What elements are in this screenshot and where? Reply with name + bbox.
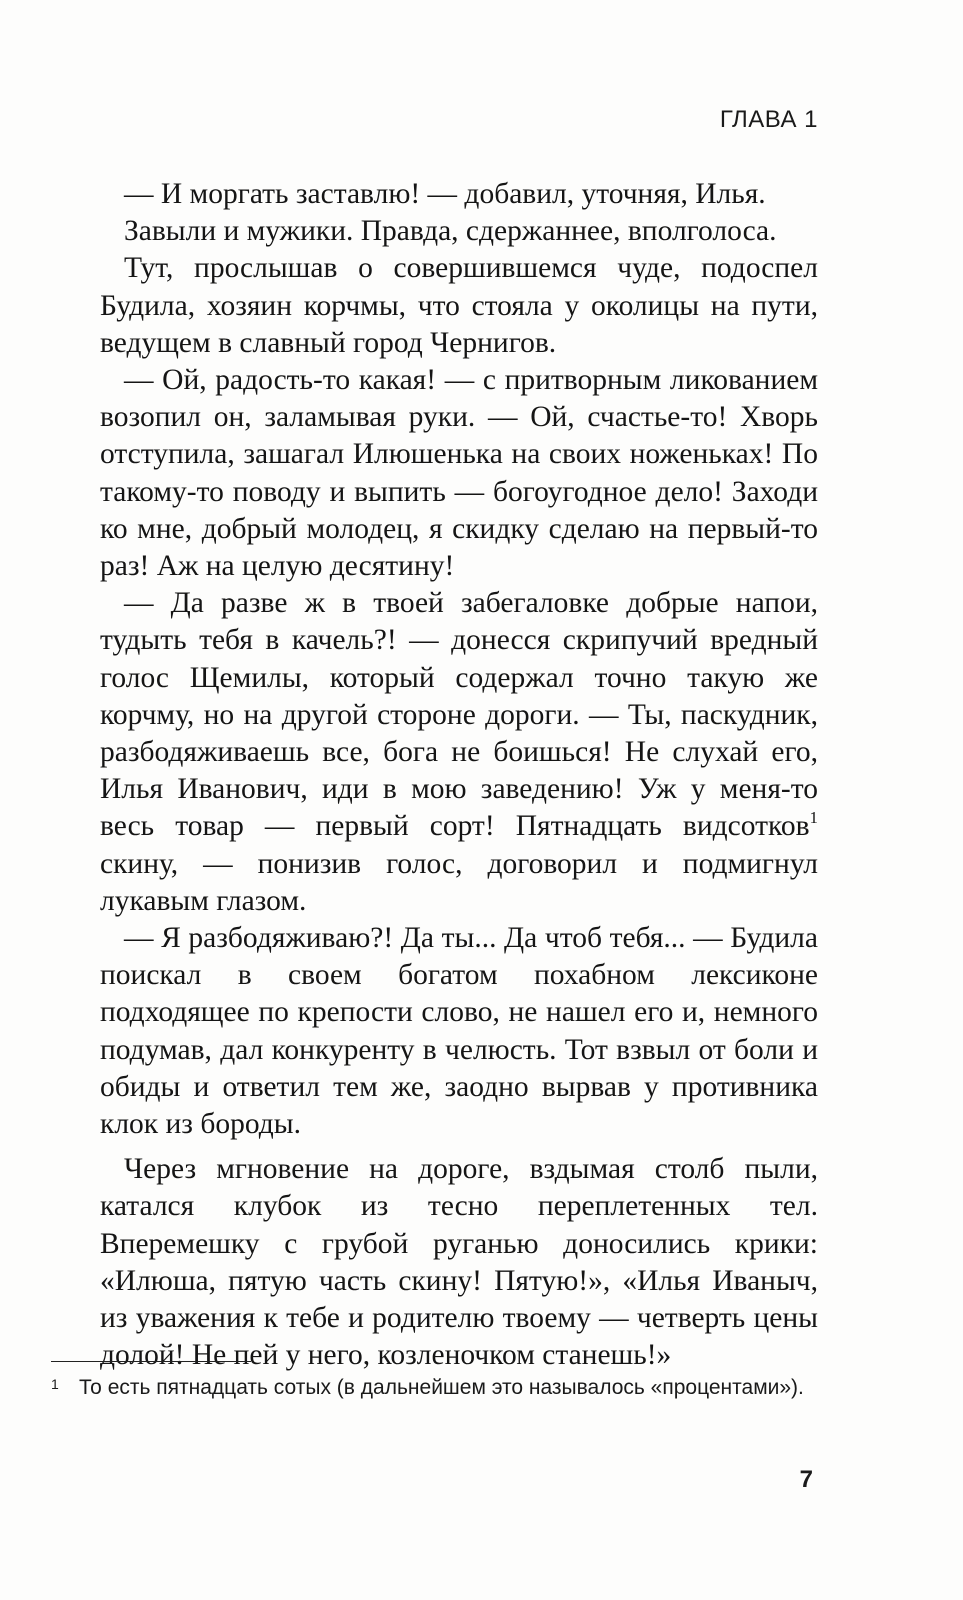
running-head: ГЛАВА 1 [719, 106, 818, 133]
paragraph-text-continued: скину, — понизив голос, договорил и подмигнул лукавым глазом. [100, 847, 818, 917]
footnote-text: То есть пятнадцать сотых (в дальнейшем это называлось «процентами»). [79, 1376, 804, 1399]
paragraph: — Я разбодяживаю?! Да ты... Да чтоб тебя... — Будила поискал в своем богатом похабном лексиконе подходящее по крепости слово, не нашел его и, немного подумав, дал конкуренту в челюсть. Тот взвыл от боли и обиды и ответил тем же, заодно вырвав у противника клок из бороды. [100, 922, 818, 1141]
footnote-reference: 1 [809, 808, 818, 828]
paragraph-text: — Да разве ж в твоей забегаловке добрые напои, тудыть тебя в качель?! — донесся скрипучий вредный голос Щемилы, который содержал точно такую же корчму, но на другой стороне дороги. — Ты, паскудник, разбодяживаешь все, бога не боишься! Не слухай его, Илья Иванович, иди в мою заведению! Уж у меня-то весь товар — первый сорт! Пятнадцать видсотков [100, 587, 818, 843]
footnote [51, 1372, 817, 1403]
paragraph: — Ой, радость-то какая! — с притворным ликованием возопил он, заламывая руки. — Ой, счастье-то! Хворь отступила, зашагал Илюшенька на своих ноженьках! По такому-то поводу и выпить — богоугодное дело! Заходи ко мне, добрый молодец, я скидку сделаю на первый-то раз! Аж на целую десятину! [100, 364, 818, 583]
page-number: 7 [799, 1466, 813, 1493]
paragraph-with-footnote [100, 585, 818, 920]
footnote-mark: 1 [51, 1376, 59, 1392]
paragraph: Завыли и мужики. Правда, сдержаннее, вполголоса. [124, 215, 777, 248]
body-text [100, 176, 818, 1375]
paragraph: Через мгновение на дороге, вздымая столб пыли, катался клубок из тесно переплетенных тел. Вперемешку с грубой руганью доносились крики: «Илюша, пятую часть скину! Пятую!», «Илья Иваныч, из уважения к тебе и родителю твоему — четверть цены долой! Не пей у него, козленочком станешь!» [100, 1153, 818, 1372]
paragraph: — И моргать заставлю! — добавил, уточняя, Илья. [124, 178, 766, 210]
paragraph: Тут, прослышав о совершившемся чуде, подоспел Будила, хозяин корчмы, что стояла у околицы на пути, ведущем в славный город Чернигов. [100, 252, 818, 359]
footnote-divider [51, 1361, 251, 1362]
